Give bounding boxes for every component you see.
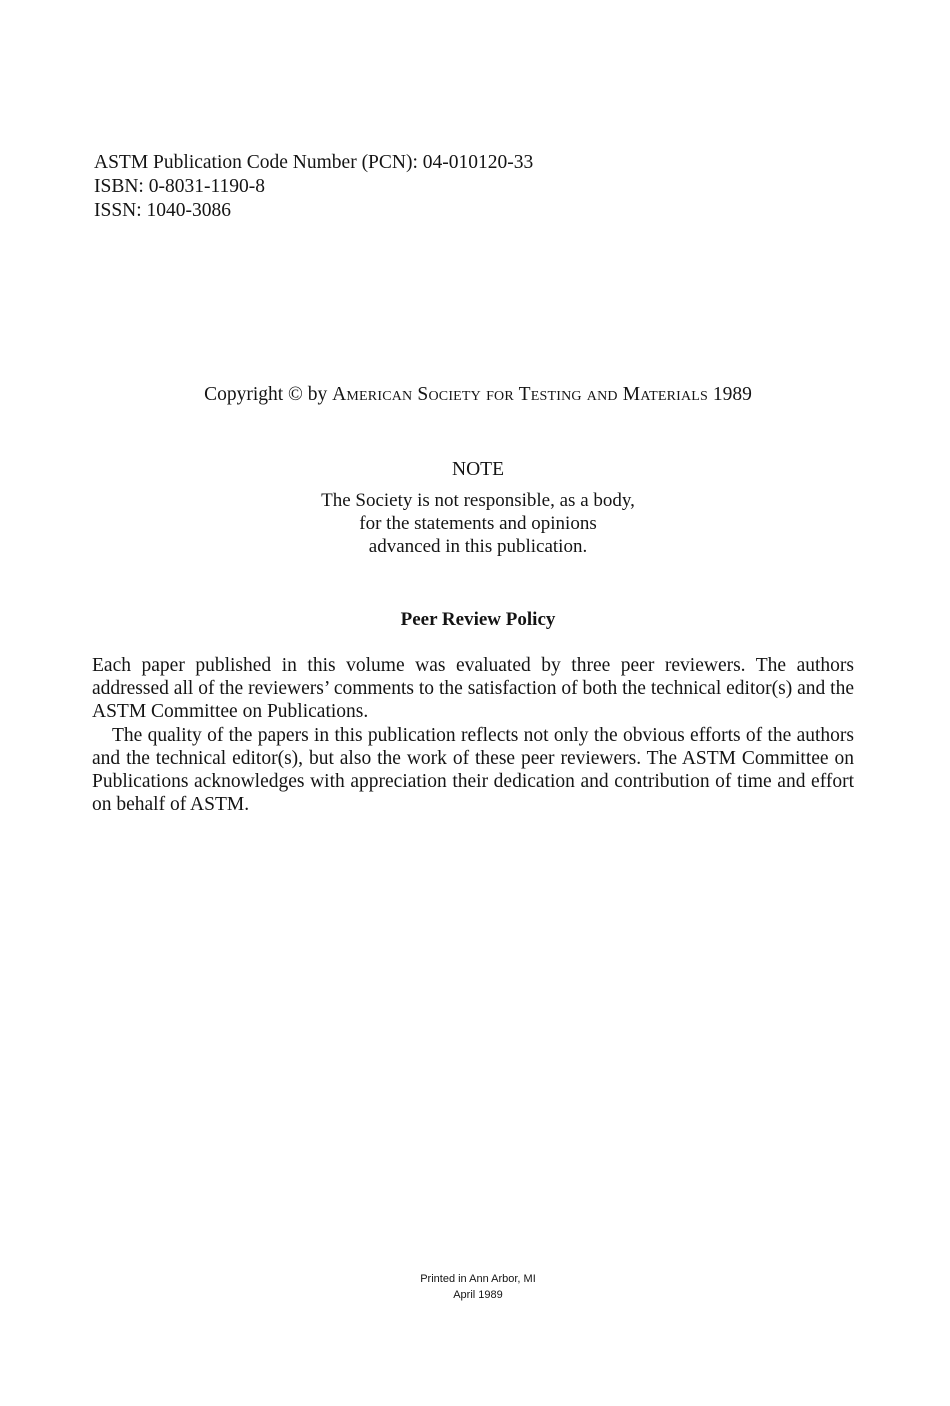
note-body	[0, 489, 950, 558]
pcn-line: ASTM Publication Code Number (PCN): 04-010120-33	[94, 152, 534, 173]
peer-review-body	[92, 654, 854, 816]
imprint	[0, 1271, 950, 1303]
peer-review-paragraph: The quality of the papers in this publication reflects not only the obvious efforts of the authors and the technical editor(s), but also the work of these peer reviewers. The ASTM Committee on Publications acknowledges with appreciation their dedication and contribution of time and effort on behalf of ASTM.	[92, 724, 854, 816]
copyright-year: 1989	[708, 384, 752, 405]
isbn-line: ISBN: 0-8031-1190-8	[94, 176, 265, 197]
peer-review-title: Peer Review Policy	[400, 609, 556, 630]
peer-review-paragraph: Each paper published in this volume was evaluated by three peer reviewers. The authors addressed all of the reviewers’ comments to the satisfaction of both the technical editor(s) and the ASTM Committee on Publications.	[92, 655, 854, 723]
copyright-line	[0, 382, 950, 408]
publication-info	[94, 151, 533, 223]
note-line: advanced in this publication.	[368, 536, 588, 557]
note-title: NOTE	[452, 459, 504, 480]
note-line: The Society is not responsible, as a body,	[321, 490, 635, 511]
copyright-prefix: Copyright © by	[204, 384, 333, 405]
note-line: for the statements and opinions	[359, 513, 597, 534]
imprint-place: Printed in Ann Arbor, MI	[420, 1273, 536, 1285]
copyright-organization: American Society for Testing and Materials	[332, 384, 709, 405]
issn-line: ISSN: 1040-3086	[94, 200, 232, 221]
imprint-date: April 1989	[453, 1289, 503, 1301]
